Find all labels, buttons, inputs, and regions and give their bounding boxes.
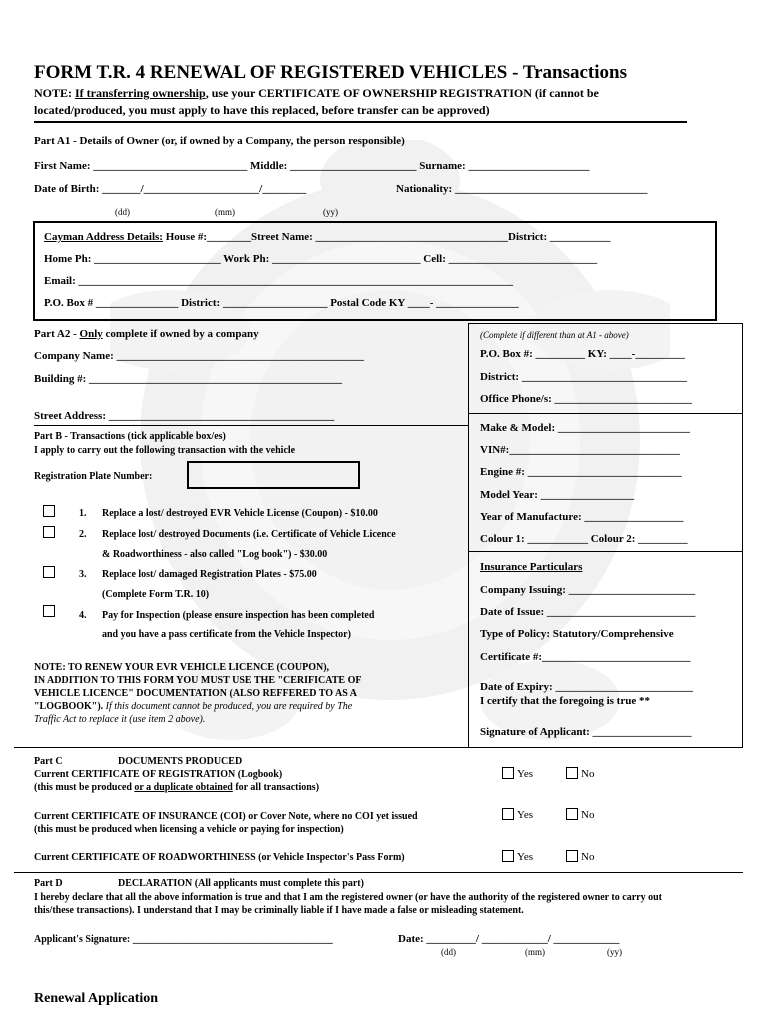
right-column-top-border: [468, 323, 743, 324]
company-name-field[interactable]: Company Name: _____________________________________________: [34, 350, 364, 362]
doc2-yes-checkbox[interactable]: [502, 808, 514, 820]
email-field[interactable]: Email: _______________________________________________________________________________: [44, 275, 514, 287]
doc2-line2: (this must be produced when licensing a vehicle or paying for inspection): [34, 824, 344, 835]
right-note: (Complete if different than at A1 - above): [480, 330, 629, 340]
part-c-title: DOCUMENTS PRODUCED: [118, 756, 243, 767]
doc1-no-label: No: [581, 768, 595, 780]
item-2-number: 2.: [79, 529, 87, 540]
building-field[interactable]: Building #: ______________________________________________: [34, 373, 343, 385]
doc1-line1: Current CERTIFICATE OF REGISTRATION (Logbook): [34, 769, 283, 780]
item-3-text: Replace lost/ damaged Registration Plates - $75.00: [102, 569, 317, 580]
item-3-number: 3.: [79, 569, 87, 580]
doc1-yes-label: Yes: [517, 768, 534, 780]
coupon-note-line1: NOTE: TO RENEW YOUR EVR VEHICLE LICENCE (COUPON),: [34, 662, 330, 673]
item-1-checkbox[interactable]: [43, 505, 55, 517]
doc3-yes-checkbox[interactable]: [502, 850, 514, 862]
part-a2-heading: Part A2 - Only complete if owned by a company: [34, 328, 259, 340]
header-divider: [34, 121, 687, 123]
item-2-text-line2: & Roadworthiness - also called "Log book") - $30.00: [102, 549, 328, 560]
certify-statement: I certify that the foregoing is true **: [480, 695, 650, 707]
year-of-manufacture-field[interactable]: Year of Manufacture: __________________: [480, 511, 684, 523]
renewal-application-label: Renewal Application: [34, 991, 159, 1006]
doc1-no-checkbox[interactable]: [566, 767, 578, 779]
coupon-note-line3: VEHICLE LICENCE" DOCUMENTATION (ALSO REFFERED TO AS A: [34, 688, 357, 699]
date-of-expiry-field[interactable]: Date of Expiry: _________________________: [480, 681, 693, 693]
declaration-line2: this/these transactions). I understand that I may be criminally liable if I have made a false or misleading statement.: [34, 905, 524, 916]
insurance-heading: Insurance Particulars: [480, 561, 583, 573]
dob-mm-hint: (mm): [215, 207, 235, 217]
item-3-text-line2: (Complete Form T.R. 10): [102, 589, 210, 600]
dob-yy-hint: (yy): [323, 207, 338, 217]
part-b-heading: Part B - Transactions (tick applicable box/es): [34, 431, 226, 442]
colour-fields[interactable]: Colour 1: ___________ Colour 2: _________: [480, 533, 688, 545]
registration-plate-input[interactable]: [187, 461, 360, 489]
date-of-issue-field[interactable]: Date of Issue: ___________________________: [480, 606, 696, 618]
doc1-line2: (this must be produced or a duplicate obtained for all transactions): [34, 782, 320, 793]
item-4-checkbox[interactable]: [43, 605, 55, 617]
right-po-box-field[interactable]: P.O. Box #: _________ KY: ____-_________: [480, 348, 685, 360]
part-b-subheading: I apply to carry out the following transaction with the vehicle: [34, 445, 296, 456]
nationality-field[interactable]: Nationality: ___________________________________: [396, 183, 648, 195]
right-column-divider: [468, 413, 743, 414]
registration-plate-label: Registration Plate Number:: [34, 471, 153, 482]
date-of-birth-field[interactable]: Date of Birth: _______/_____________________/________: [34, 183, 307, 195]
doc2-no-checkbox[interactable]: [566, 808, 578, 820]
part-b-divider: [34, 425, 468, 426]
make-model-field[interactable]: Make & Model: ________________________: [480, 422, 690, 434]
doc3-yes-label: Yes: [517, 851, 534, 863]
part-a1-heading: Part A1 - Details of Owner (or, if owned by a Company, the person responsible): [34, 135, 405, 147]
item-2-checkbox[interactable]: [43, 526, 55, 538]
po-box-line[interactable]: P.O. Box # _______________ District: ___________________ Postal Code KY ____- _______________: [44, 297, 519, 309]
doc3-no-label: No: [581, 851, 595, 863]
phone-fields[interactable]: Home Ph: _______________________ Work Ph: ___________________________ Cell: ___________________________: [44, 253, 598, 265]
right-column-right-border: [742, 323, 743, 748]
part-c-label: Part C: [34, 756, 63, 767]
part-c-divider: [14, 747, 743, 748]
vin-field[interactable]: VIN#:_______________________________: [480, 444, 680, 456]
applicant-signature-field[interactable]: Signature of Applicant: __________________: [480, 726, 692, 738]
right-district-field[interactable]: District: ______________________________: [480, 371, 687, 383]
insurance-company-field[interactable]: Company Issuing: _______________________: [480, 584, 696, 596]
insurance-divider: [468, 551, 743, 552]
model-year-field[interactable]: Model Year: _________________: [480, 489, 635, 501]
header-note-line2: located/produced, you must apply to have this replaced, before transfer can be approved): [34, 103, 490, 117]
coupon-note-line2: IN ADDITION TO THIS FORM YOU MUST USE THE "CERIFICATE OF: [34, 675, 362, 686]
doc3-line1: Current CERTIFICATE OF ROADWORTHINESS (or Vehicle Inspector's Pass Form): [34, 852, 405, 863]
item-4-text: Pay for Inspection (please ensure inspection has been completed: [102, 610, 375, 621]
item-1-number: 1.: [79, 508, 87, 519]
name-fields[interactable]: First Name: ____________________________ Middle: _______________________ Surname: ______________________: [34, 160, 590, 172]
right-column-left-border: [468, 323, 469, 748]
header-note-line1: NOTE: If transferring ownership, use your CERTIFICATE OF OWNERSHIP REGISTRATION (if cannot be: [34, 86, 599, 100]
office-phone-field[interactable]: Office Phone/s: _________________________: [480, 393, 693, 405]
street-address-field[interactable]: Street Address: _________________________________________: [34, 410, 335, 422]
declaration-mm-hint: (mm): [525, 947, 545, 957]
dob-dd-hint: (dd): [115, 207, 130, 217]
item-2-text: Replace lost/ destroyed Documents (i.e. Certificate of Vehicle Licence: [102, 529, 396, 540]
item-3-checkbox[interactable]: [43, 566, 55, 578]
part-d-label: Part D: [34, 878, 63, 889]
coupon-note-line5: Traffic Act to replace it (use item 2 above).: [34, 714, 206, 725]
part-d-divider: [14, 872, 743, 873]
item-1-text: Replace a lost/ destroyed EVR Vehicle License (Coupon) - $10.00: [102, 508, 378, 519]
cayman-address-line[interactable]: Cayman Address Details: House #:________Street Name: ___________________________________District: ___________: [44, 231, 611, 243]
part-d-title: DECLARATION (All applicants must complete this part): [118, 878, 364, 889]
doc1-yes-checkbox[interactable]: [502, 767, 514, 779]
doc3-no-checkbox[interactable]: [566, 850, 578, 862]
declaration-dd-hint: (dd): [441, 947, 456, 957]
declaration-signature-field[interactable]: Applicant's Signature: ________________________________________: [34, 934, 333, 945]
doc2-yes-label: Yes: [517, 809, 534, 821]
doc2-no-label: No: [581, 809, 595, 821]
certificate-number-field[interactable]: Certificate #:___________________________: [480, 651, 691, 663]
type-of-policy: Type of Policy: Statutory/Comprehensive: [480, 628, 674, 640]
declaration-date-field[interactable]: Date: _________/ ____________/ ____________: [398, 933, 620, 945]
coupon-note-line4: "LOGBOOK"). If this document cannot be produced, you are required by The: [34, 701, 353, 712]
item-4-number: 4.: [79, 610, 87, 621]
doc2-line1: Current CERTIFICATE OF INSURANCE (COI) or Cover Note, where no COI yet issued: [34, 811, 418, 822]
form-title: FORM T.R. 4 RENEWAL OF REGISTERED VEHICLES - Transactions: [34, 62, 627, 83]
item-4-text-line2: and you have a pass certificate from the Vehicle Inspector): [102, 629, 351, 640]
engine-number-field[interactable]: Engine #: ____________________________: [480, 466, 682, 478]
declaration-line1: I hereby declare that all the above information is true and that I am the registered owner (or have the authority of the registered owner to carry out: [34, 892, 662, 903]
declaration-yy-hint: (yy): [607, 947, 622, 957]
